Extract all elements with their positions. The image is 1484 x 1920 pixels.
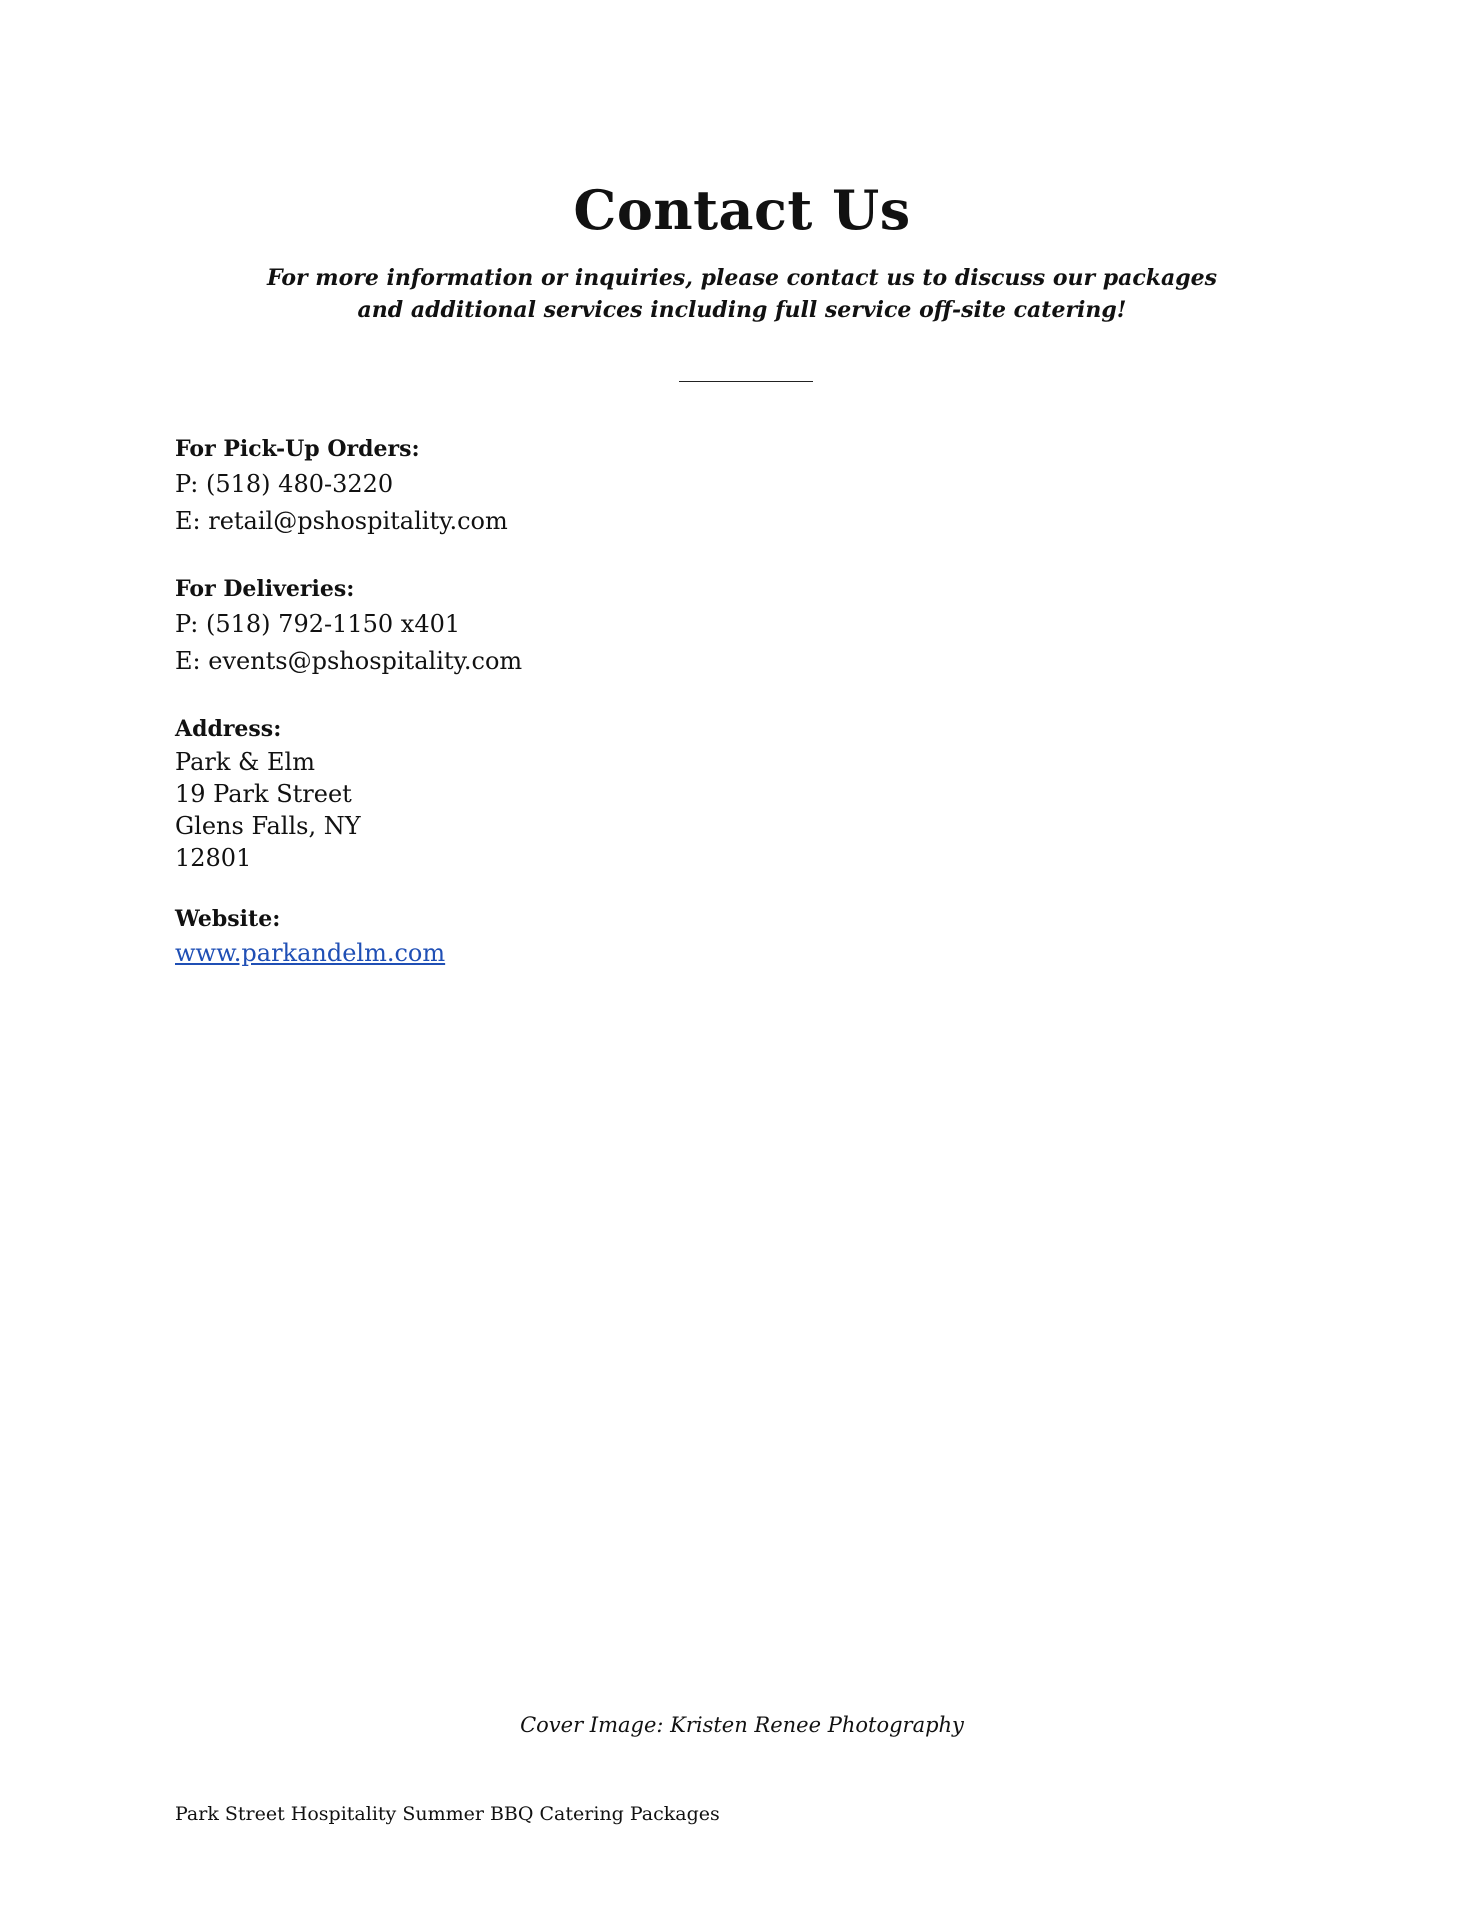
website-link[interactable]: www.parkandelm.com [175,939,446,967]
contact-details [175,432,975,1002]
deliveries-label: For Deliveries: [175,576,355,602]
pickup-label: For Pick-Up Orders: [175,436,420,462]
pickup-email: E: retail@pshospitality.com [175,507,508,535]
section-divider [679,381,813,382]
cover-image-credit: Cover Image: Kristen Renee Photography [520,1713,964,1737]
page-footer: Park Street Hospitality Summer BBQ Catering Packages [175,1803,720,1825]
intro-line-2: and additional services including full service off-site catering! [357,297,1127,323]
address-line-2: 19 Park Street [175,780,352,808]
address-section [175,712,975,874]
intro-line-1: For more information or inquiries, please contact us to discuss our packages [266,265,1218,291]
pickup-section [175,432,975,540]
page-title: Contact Us [573,178,911,242]
address-line-4: 12801 [175,844,252,872]
website-label: Website: [175,906,281,932]
address-label: Address: [175,716,282,742]
website-section [175,902,975,970]
deliveries-phone: P: (518) 792-1150 x401 [175,610,461,638]
address-line-3: Glens Falls, NY [175,812,361,840]
address-line-1: Park & Elm [175,748,315,776]
pickup-phone: P: (518) 480-3220 [175,470,394,498]
deliveries-email: E: events@pshospitality.com [175,647,523,675]
intro-text [0,262,1484,326]
deliveries-section [175,572,975,680]
